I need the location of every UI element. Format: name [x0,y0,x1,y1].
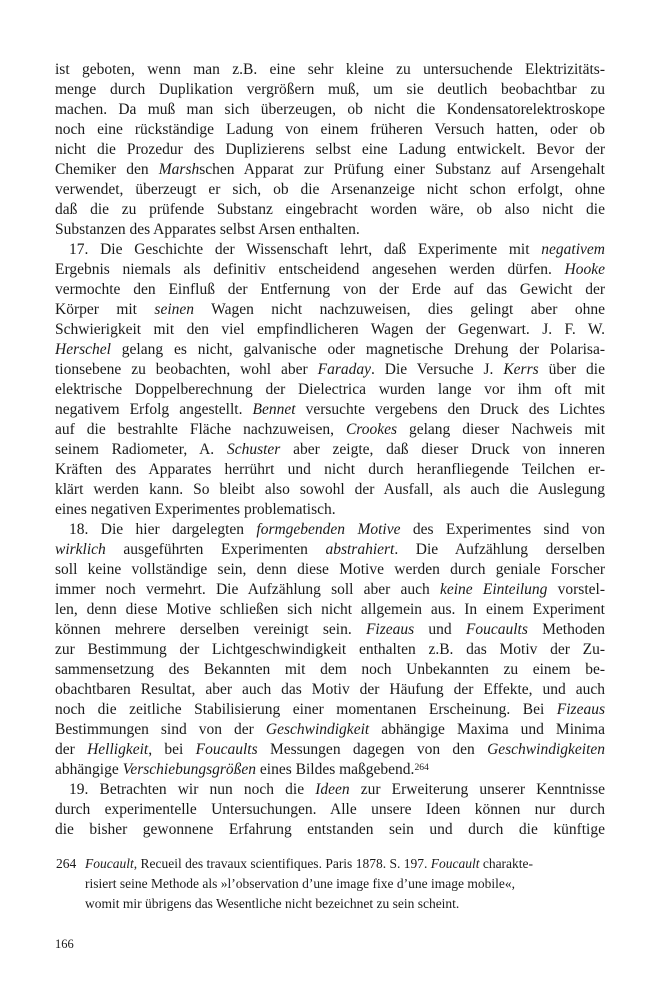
text-run: , bei [148,741,196,758]
text-run: vermochte den Einfluß der Entfernung von der Erde auf das Gewicht der [55,281,605,298]
text-run: der [55,741,88,758]
text-line [55,780,605,800]
italic-text: Marsh [158,161,200,178]
text-run: noch eine rückständige Ladung von einem früheren Versuch hatten, oder ob [55,121,605,138]
text-run: ausgeführten Experimenten [105,541,326,558]
text-line [55,340,605,360]
text-run: und [414,621,466,638]
text-run: daß die zu prüfende Substanz eingebracht worden wäre, ob also nicht die [55,201,605,218]
text-run: . Die Versuche J. [371,361,504,378]
text-line [55,80,605,100]
text-line [85,854,605,874]
text-run: vorstel- [547,581,605,598]
body-text [55,60,605,840]
text-run: Ergebnis niemals als definitiv entscheidend angesehen werden dürfen. [55,261,565,278]
text-run: können mehrere derselben vereinigt sein. [55,621,366,638]
text-run: soll keine vollständige sein, denn diese Motive werden durch geniale Forscher [55,561,605,578]
text-line [55,380,605,400]
text-line [55,460,605,480]
text-run: 17. Die Geschichte der Wissenschaft lehrt, daß Experimente mit [69,241,542,258]
text-line [55,620,605,640]
text-run: die bisher gewonnene Erfahrung entstanden sein und durch die künftige [55,821,605,838]
text-run: klärt werden kann. So bleibt also sowohl der Ausfall, als auch die Auslegung [55,481,605,498]
text-line [85,874,605,894]
text-line [55,680,605,700]
text-line [55,320,605,340]
italic-text: Ideen [315,781,350,798]
italic-text: Fizeaus [556,701,605,718]
text-run: eines negativen Experimentes problematisch. [55,501,336,518]
text-run: risiert seine Methode als »l’observation d’une image fixe d’une image mobile«, [85,876,515,891]
italic-text: keine Einteilung [439,581,548,598]
text-run: aber zeigte, daß dieser Druck von inneren [280,441,605,458]
text-run: , Recueil des travaux scientifiques. Paris 1878. S. 197. [133,856,431,871]
text-line [55,660,605,680]
italic-text: Helligkeit [87,741,149,758]
text-run: sammensetzung des Bekannten mit dem noch Unbekannten zu einem be- [55,661,605,678]
text-line [55,420,605,440]
italic-text: negativem [541,241,605,258]
text-line [55,180,605,200]
text-run: seinem Radiometer, A. [55,441,227,458]
text-run: Substanzen des Apparates selbst Arsen enthalten. [55,221,360,238]
text-run: Schwierigkeit mit den viel empfindlicheren Wagen der Gegenwart. J. F. W. [55,321,605,338]
text-line [55,140,605,160]
italic-text: Foucault [85,856,134,871]
text-run: len, denn diese Motive schließen sich nicht allgemein aus. In einem Experiment [55,601,605,618]
text-run: Wagen nicht nachzuweisen, dies gelingt aber ohne [194,301,605,318]
text-run: des Experimentes sind von [400,521,605,538]
text-line [55,500,605,520]
text-line [55,640,605,660]
italic-text: abstrahiert [325,541,395,558]
text-run: charakte- [479,856,534,871]
text-line [55,520,605,540]
text-line [55,280,605,300]
italic-text: Crookes [345,421,398,438]
text-line [55,160,605,180]
text-run: womit mir übrigens das Wesentliche nicht bezeichnet zu sein scheint. [85,896,460,911]
text-run: zur Bestimmung der Lichtgeschwindigkeit enthalten z.B. das Motiv der Zu- [55,641,605,658]
text-run: gelang es nicht, galvanische oder magnetische Drehung der Polarisa- [110,341,605,358]
text-line [55,760,605,780]
text-line [55,560,605,580]
text-line [55,120,605,140]
text-run: . Die Aufzählung derselben [394,541,605,558]
footnote-text [55,854,605,914]
text-run: menge durch Duplikation vergrößern muß, um sie deutlich beobachtbar zu [55,81,605,98]
italic-text: Hooke [564,261,605,278]
italic-text: Herschel [55,341,111,358]
text-line [55,440,605,460]
text-run: schen Apparat zur Prüfung einer Substanz auf Arsengehalt [199,161,605,178]
italic-text: Faraday [317,361,371,378]
text-line [55,540,605,560]
text-line [55,580,605,600]
text-line [55,600,605,620]
footnote-marker: 264 [414,761,429,773]
text-run: eines Bildes maßgebend. [256,761,415,778]
italic-text: wirklich [55,541,106,558]
text-line [55,740,605,760]
text-run: abhängige Maxima und Minima [369,721,605,738]
italic-text: Geschwindigkeiten [487,741,605,758]
text-run: 18. Die hier dargelegten [69,521,257,538]
text-run: durch experimentelle Untersuchungen. Alle unsere Ideen können nur durch [55,801,605,818]
text-run: Methoden [527,621,605,638]
italic-text: Bennet [252,401,296,418]
text-run: Kräften des Apparates herrührt und nicht durch heranfliegende Teilchen er- [55,461,605,478]
text-run: obachtbaren Resultat, aber auch das Motiv der Häufung der Effekte, und auch [55,681,605,698]
page-number: 166 [55,937,74,951]
text-run: elektrische Doppelberechnung der Dielectrica wurden lange vor ihm oft mit [55,381,605,398]
italic-text: Schuster [226,441,281,458]
text-line [55,720,605,740]
text-line [55,240,605,260]
text-line [55,260,605,280]
text-run: abhängige [55,761,123,778]
text-line [55,800,605,820]
text-line [55,820,605,840]
text-line [55,100,605,120]
text-run: versuchte vergebens den Druck des Lichtes [295,401,605,418]
footnote-number: 264 [56,856,77,871]
text-run: gelang dieser Nachweis mit [397,421,605,438]
italic-text: Fizeaus [365,621,415,638]
italic-text: Foucaults [195,741,258,758]
italic-text: Verschiebungsgrößen [122,761,257,778]
text-line [55,220,605,240]
text-run: Körper mit [55,301,155,318]
text-line [55,60,605,80]
italic-text: Foucaults [465,621,528,638]
text-run: Chemiker den [55,161,159,178]
text-run: 19. Betrachten wir nun noch die [69,781,316,798]
italic-text: Kerrs [503,361,539,378]
text-run: zur Erweiterung unserer Kenntnisse [349,781,605,798]
text-run: machen. Da muß man sich überzeugen, ob nicht die Kondensatorelektroskope [55,101,605,118]
text-run: nicht die Prozedur des Duplizierens selbst eine Ladung entwickelt. Bevor der [55,141,605,158]
text-line [55,400,605,420]
text-run: negativem Erfolg angestellt. [55,401,253,418]
text-line [55,700,605,720]
footnote [55,854,605,914]
text-line [55,360,605,380]
text-line [55,300,605,320]
italic-text: Geschwindigkeit [265,721,370,738]
italic-text: formgebenden Motive [256,521,401,538]
text-line [85,894,605,914]
italic-text: Foucault [430,856,480,871]
text-run: tionsebene zu beobachten, wohl aber [55,361,318,378]
text-run: auf die bestrahlte Fläche nachzuweisen, [55,421,346,438]
text-run: Bestimmungen sind von der [55,721,266,738]
text-run: über die [538,361,605,378]
text-line [55,480,605,500]
text-run: Messungen dagegen von den [257,741,488,758]
text-run: ist geboten, wenn man z.B. eine sehr kleine zu untersuchende Elektrizitäts- [55,61,605,78]
text-line [55,200,605,220]
text-run: noch die zeitliche Stabilisierung einer momentanen Erscheinung. Bei [55,701,557,718]
italic-text: seinen [154,301,195,318]
text-run: verwendet, überzeugt er sich, ob die Arsenanzeige nicht schon erfolgt, ohne [55,181,605,198]
text-run: immer noch vermehrt. Die Aufzählung soll aber auch [55,581,440,598]
